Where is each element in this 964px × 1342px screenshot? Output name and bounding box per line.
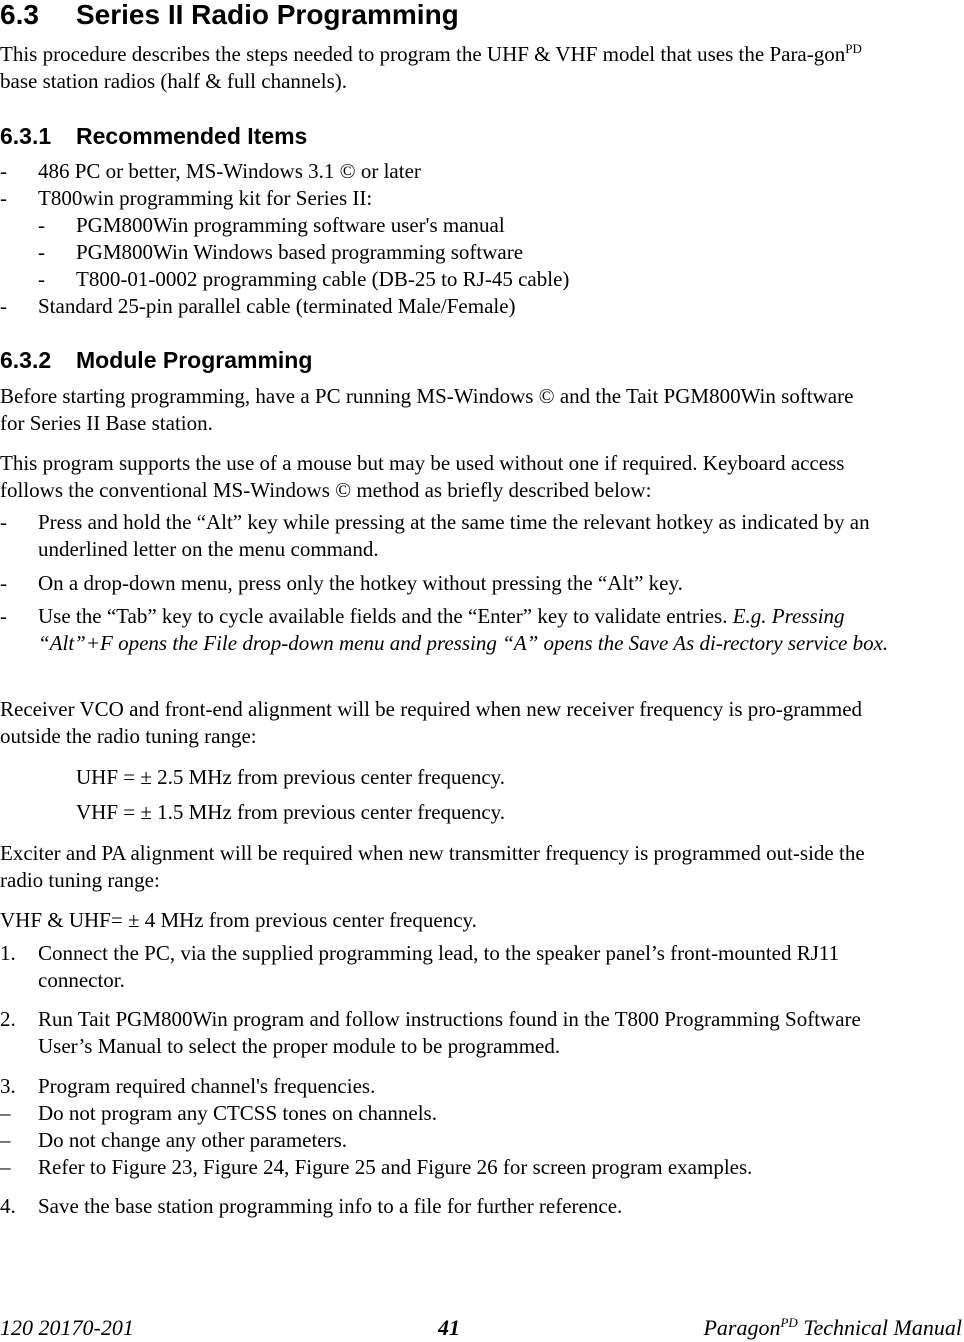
step-marker: 3. [0, 1074, 16, 1098]
step-text: Save the base station programming info to a file for further reference. [38, 1194, 623, 1218]
step-text: Connect the PC, via the supplied programming lead, to the speaker panel’s front-mounted RJ11 connector. [38, 941, 840, 992]
step-text: Do not program any CTCSS tones on channels. [38, 1101, 437, 1125]
step-marker: – [0, 1155, 11, 1179]
page-number: 41 [438, 1315, 460, 1340]
uhf-range: UHF = ± 2.5 MHz from previous center frequency. [76, 765, 506, 789]
list-item-text: On a drop-down menu, press only the hotkey without pressing the “Alt” key. [38, 571, 683, 595]
numbered-step [0, 1193, 900, 1220]
manual-title-text-end: Technical Manual [797, 1315, 962, 1340]
step-marker: – [0, 1101, 11, 1125]
list-marker: - [0, 604, 7, 628]
subsection-number: 6.3.2 [0, 347, 52, 373]
list-item [0, 212, 900, 239]
manual-title [703, 1314, 962, 1341]
subsection-title: Module Programming [76, 347, 313, 373]
step-text: Run Tait PGM800Win program and follow instructions found in the T800 Programming Software User’s Manual to select the proper module to be programmed. [38, 1007, 861, 1058]
list-marker: - [38, 240, 45, 264]
page-footer [0, 1314, 964, 1342]
list-marker: - [38, 267, 45, 291]
section-title: Series II Radio Programming [76, 0, 459, 30]
list-item-text-plain: Use the “Tab” key to cycle available fields and the “Enter” key to validate entries. [38, 604, 733, 628]
numbered-step [0, 1100, 900, 1127]
list-item [0, 239, 900, 266]
list-item [0, 603, 900, 657]
list-item-text: PGM800Win Windows based programming software [76, 240, 524, 264]
list-marker: - [0, 510, 7, 534]
manual-title-text: Paragon [703, 1315, 781, 1340]
list-item [0, 570, 900, 597]
list-item-text: 486 PC or better, MS-Windows 3.1 © or later [38, 159, 421, 183]
section-number: 6.3 [0, 0, 39, 30]
paragraph: Receiver VCO and front-end alignment will be required when new receiver frequency is pro-grammed outside the radio tuning range: [0, 697, 863, 748]
list-marker: - [0, 294, 7, 318]
paragraph: Exciter and PA alignment will be required when new transmitter frequency is programmed out-side the radio tuning range: [0, 841, 865, 892]
list-marker: - [38, 213, 45, 237]
list-item-text: Press and hold the “Alt” key while pressing at the same time the relevant hotkey as indicated by an underlined letter on the menu command. [38, 510, 870, 561]
step-marker: – [0, 1128, 11, 1152]
paragraph: VHF & UHF= ± 4 MHz from previous center frequency. [0, 908, 477, 932]
list-item-text [38, 603, 900, 657]
subsection-heading-recommended [0, 123, 307, 149]
intro-text: This procedure describes the steps needed to program the UHF & VHF model that uses the Para-gon [0, 42, 846, 66]
subsection-number: 6.3.1 [0, 123, 52, 149]
numbered-step [0, 1154, 900, 1181]
list-item [0, 158, 900, 185]
step-marker: 4. [0, 1194, 16, 1218]
intro-text-end: base station radios (half & full channels). [0, 69, 347, 93]
list-item-text: PGM800Win programming software user's manual [76, 213, 505, 237]
step-text: Program required channel's frequencies. [38, 1074, 376, 1098]
subsection-title: Recommended Items [76, 123, 308, 149]
manual-title-superscript: PD [780, 1315, 798, 1330]
step-marker: 2. [0, 1007, 16, 1031]
step-marker: 1. [0, 941, 16, 965]
intro-paragraph [0, 41, 900, 95]
list-item-text: T800-01-0002 programming cable (DB-25 to RJ-45 cable) [76, 267, 570, 291]
list-item-text-italic: E.g. Pressing “Alt”+F opens the File drop-down menu and pressing “A” opens the Save As di-rectory service box. [38, 604, 889, 655]
list-item-text: Standard 25-pin parallel cable (terminated Male/Female) [38, 294, 516, 318]
vhf-range: VHF = ± 1.5 MHz from previous center frequency. [76, 800, 506, 824]
numbered-step [0, 1127, 900, 1154]
list-marker: - [0, 571, 7, 595]
list-item [0, 293, 900, 320]
list-item-text: T800win programming kit for Series II: [38, 186, 373, 210]
intro-superscript: PD [845, 41, 862, 56]
list-item [0, 509, 900, 563]
step-text: Do not change any other parameters. [38, 1128, 348, 1152]
step-text: Refer to Figure 23, Figure 24, Figure 25 and Figure 26 for screen program examples. [38, 1155, 753, 1179]
numbered-step [0, 1006, 900, 1060]
numbered-step [0, 1073, 900, 1100]
subsection-heading-module [0, 347, 312, 373]
document-number: 120 20170-201 [0, 1315, 134, 1340]
list-item [0, 266, 900, 293]
list-item [0, 185, 900, 212]
paragraph: This program supports the use of a mouse but may be used without one if required. Keyboard access follows the conventional MS-Windows © method as briefly described below: [0, 451, 845, 502]
paragraph: Before starting programming, have a PC running MS-Windows © and the Tait PGM800Win software for Series II Base station. [0, 384, 854, 435]
list-marker: - [0, 186, 7, 210]
list-marker: - [0, 159, 7, 183]
section-heading [0, 0, 459, 30]
numbered-step [0, 940, 900, 994]
